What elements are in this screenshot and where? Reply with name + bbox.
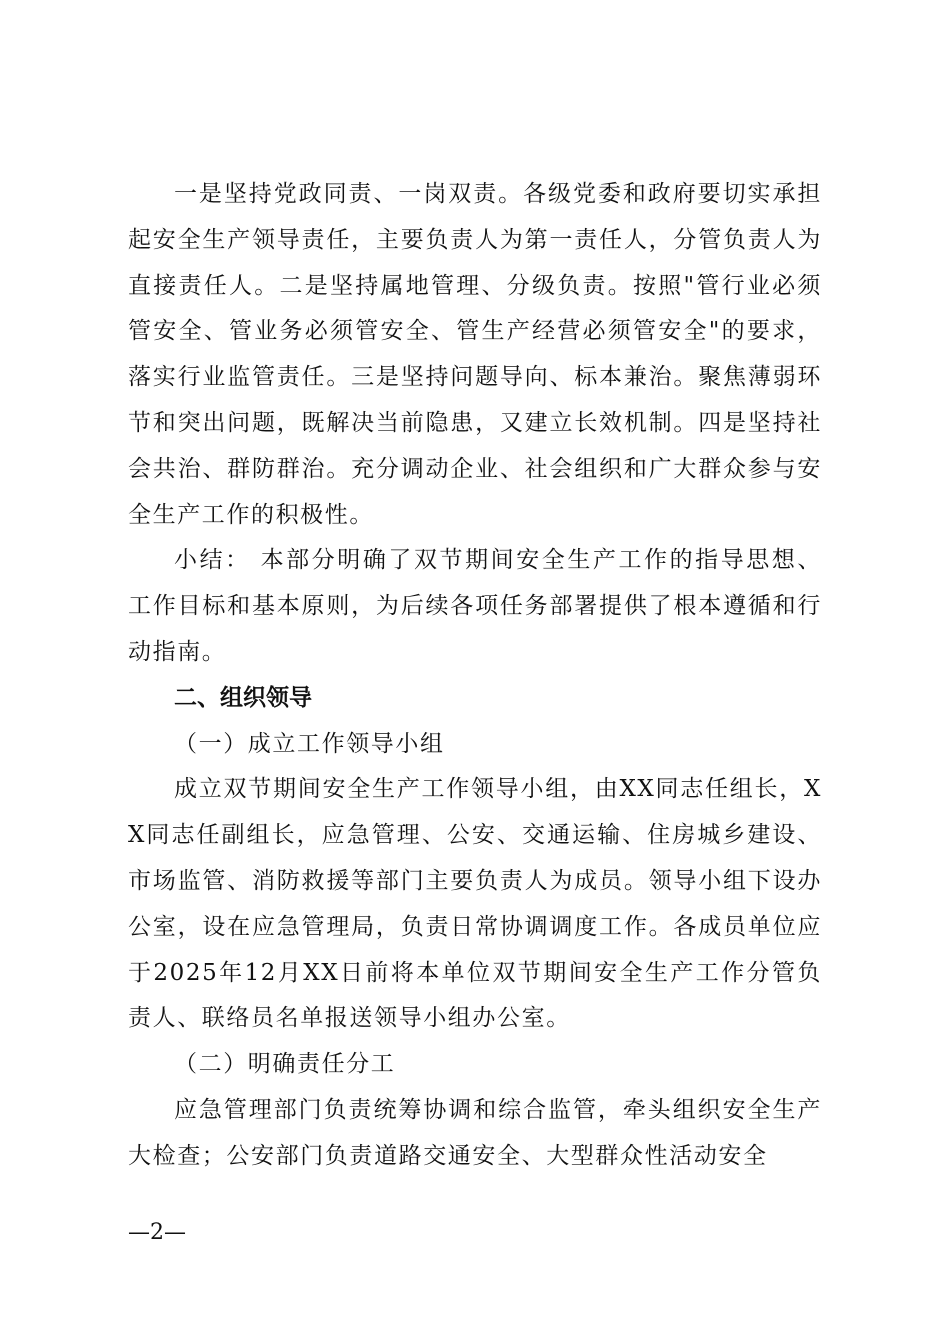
page-number: —2— [128, 1220, 186, 1245]
paragraph-principles: 一是坚持党政同责、一岗双责。各级党委和政府要切实承担起安全生产领导责任，主要负责人为第一责任人，分管负责人为直接责任人。二是坚持属地管理、分级负责。按照"管行业必须管安全、管业务必须管安全、管生产经营必须管安全"的要求，落实行业监管责任。三是坚持问题导向、标本兼治。聚焦薄弱环节和突出问题，既解决当前隐患，又建立长效机制。四是坚持社会共治、群防群治。充分调动企业、社会组织和广大群众参与安全生产工作的积极性。 [128, 181, 822, 528]
paragraph-leading-group: 成立双节期间安全生产工作领导小组，由XX同志任组长，XX同志任副组长，应急管理、公安、交通运输、住房城乡建设、市场监管、消防救援等部门主要负责人为成员。领导小组下设办公室，设在应急管理局，负责日常协调调度工作。各成员单位应于2025年12月XX日前将本单位双节期间安全生产工作分管负责人、联络员名单报送领导小组办公室。 [128, 776, 822, 1032]
paragraph-summary: 小结： 本部分明确了双节期间安全生产工作的指导思想、工作目标和基本原则，为后续各项任务部署提供了根本遵循和行动指南。 [128, 547, 822, 665]
subheading-responsibility: （二）明确责任分工 [174, 1051, 396, 1078]
subheading-leading-group: （一）成立工作领导小组 [174, 730, 445, 757]
paragraph-responsibility: 应急管理部门负责统筹协调和综合监管，牵头组织安全生产大检查；公安部门负责道路交通安全、大型群众性活动安全 [128, 1096, 822, 1169]
document-body [128, 172, 822, 1180]
section-heading-organization: 二、组织领导 [174, 684, 312, 711]
